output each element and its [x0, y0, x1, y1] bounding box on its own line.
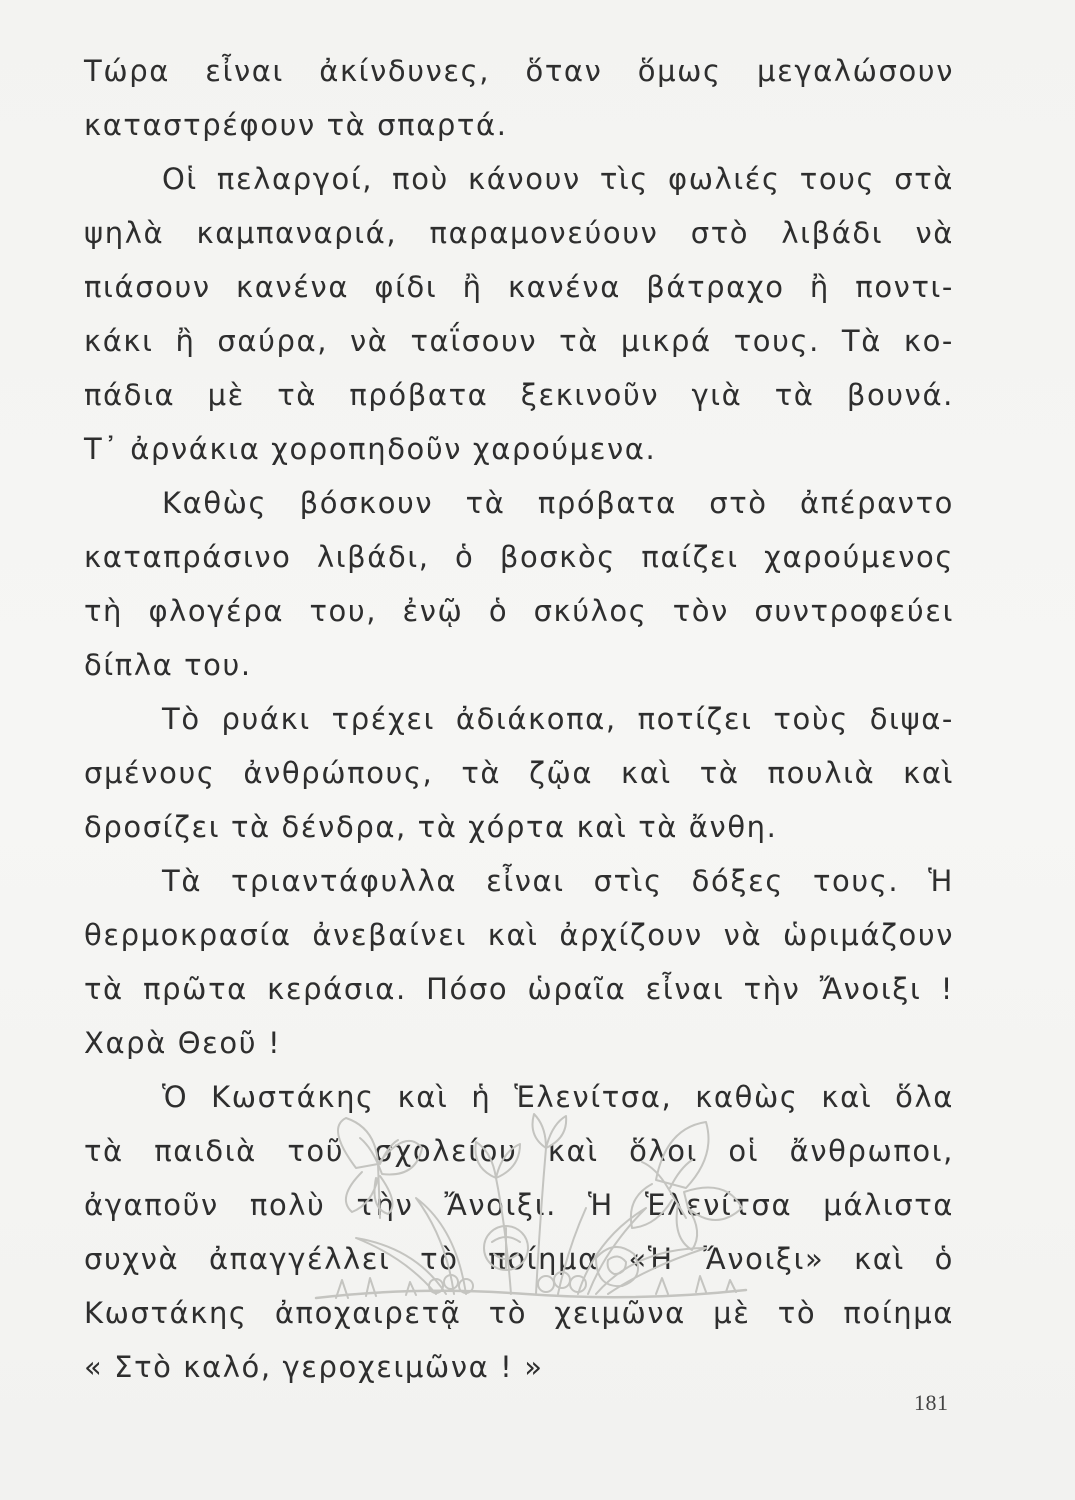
text-line: δίπλα του.	[84, 648, 252, 682]
text-line: Οἱ πελαργοί, ποὺ κάνουν τὶς φωλιές τους στὰ	[162, 162, 954, 196]
text-line: Τ᾿ ἀρνάκια χοροπηδοῦν χαρούμενα.	[84, 432, 657, 466]
text-line: θερμοκρασία ἀνεβαίνει καὶ ἀρχίζουν νὰ ὡριμάζουν	[84, 918, 954, 952]
text-line: τὴ φλογέρα του, ἐνῷ ὁ σκύλος τὸν συντροφεύει	[84, 594, 954, 628]
text-line: Τώρα εἶναι ἀκίνδυνες, ὅταν ὅμως μεγαλώσουν	[84, 54, 954, 88]
page-number: 181	[914, 1390, 949, 1415]
text-line: Τὸ ρυάκι τρέχει ἀδιάκοπα, ποτίζει τοὺς διψα-	[162, 702, 954, 736]
text-line: Κωστάκης ἀποχαιρετᾷ τὸ χειμῶνα μὲ τὸ ποίημα	[84, 1296, 954, 1330]
text-line: Χαρὰ Θεοῦ !	[84, 1026, 282, 1060]
text-line: Ὁ Κωστάκης καὶ ἡ Ἑλενίτσα, καθὼς καὶ ὅλα	[162, 1080, 954, 1114]
butterflies-flowers-icon	[296, 1108, 766, 1308]
text-line: ψηλὰ καμπαναριά, παραμονεύουν στὸ λιβάδι νὰ	[84, 216, 954, 250]
text-line: καταστρέφουν τὰ σπαρτά.	[84, 108, 508, 142]
text-line: Τὰ τριαντάφυλλα εἶναι στὶς δόξες τους. Ἡ	[162, 864, 954, 898]
text-line: ἀγαποῦν πολὺ τὴν Ἄνοιξι. Ἡ Ἑλενίτσα μάλιστα	[84, 1188, 954, 1222]
text-line: δροσίζει τὰ δένδρα, τὰ χόρτα καὶ τὰ ἄνθη.	[84, 810, 778, 844]
text-line: Καθὼς βόσκουν τὰ πρόβατα στὸ ἀπέραντο	[162, 486, 954, 520]
text-line: συχνὰ ἀπαγγέλλει τὸ ποίημα «Ἡ Ἄνοιξι» καὶ ὁ	[84, 1242, 954, 1276]
text-line: τὰ πρῶτα κεράσια. Πόσο ὡραῖα εἶναι τὴν Ἄνοιξι !	[84, 972, 954, 1006]
text-line: καταπράσινο λιβάδι, ὁ βοσκὸς παίζει χαρούμενος	[84, 540, 954, 574]
text-line: τὰ παιδιὰ τοῦ σχολείου καὶ ὅλοι οἱ ἄνθρωποι,	[84, 1134, 954, 1168]
text-line: « Στὸ καλό, γεροχειμῶνα ! »	[84, 1350, 544, 1384]
text-line: πάδια μὲ τὰ πρόβατα ξεκινοῦν γιὰ τὰ βουνά.	[84, 378, 954, 412]
text-line: πιάσουν κανένα φίδι ἢ κανένα βάτραχο ἢ ποντι-	[84, 270, 954, 304]
text-line: κάκι ἢ σαύρα, νὰ ταΐσουν τὰ μικρά τους. Τὰ κο-	[84, 324, 954, 358]
text-line: σμένους ἀνθρώπους, τὰ ζῷα καὶ τὰ πουλιὰ καὶ	[84, 756, 954, 790]
